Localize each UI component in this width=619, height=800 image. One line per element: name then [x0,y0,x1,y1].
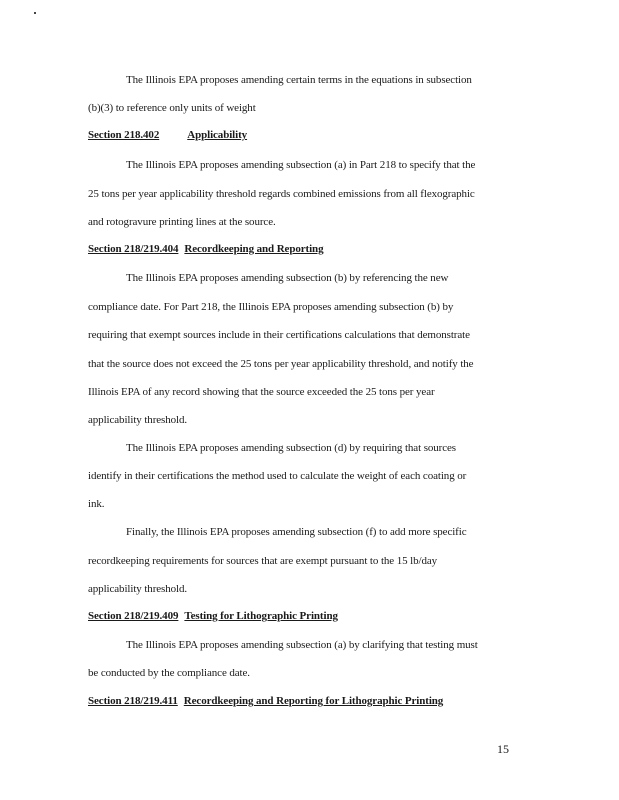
scan-artifact [34,12,36,14]
section-heading [88,128,528,142]
paragraph-line: be conducted by the compliance date. [88,667,250,679]
paragraph-line: applicability threshold. [88,583,188,595]
paragraph-line: recordkeeping requirements for sources that are exempt pursuant to the 15 lb/day [88,555,438,567]
section-heading [88,242,528,256]
paragraph-line: The Illinois EPA proposes amending subsection (a) by clarifying that testing must [126,639,478,651]
paragraph-line: The Illinois EPA proposes amending subsection (b) by referencing the new [126,272,449,284]
section-title: Recordkeeping and Reporting [184,243,324,255]
paragraph-line: (b)(3) to reference only units of weight [88,102,256,114]
page-number: 15 [497,742,509,756]
paragraph-line: and rotogravure printing lines at the source. [88,216,276,228]
paragraph-line: Illinois EPA of any record showing that the source exceeded the 25 tons per year [88,386,435,398]
section-heading [88,694,528,708]
section-number: Section 218/219.411 [88,695,178,707]
section-number: Section 218/219.404 [88,243,179,255]
paragraph-line: requiring that exempt sources include in their certifications calculations that demonstrate [88,329,470,341]
section-title: Testing for Lithographic Printing [184,610,338,622]
paragraph-line: The Illinois EPA proposes amending certain terms in the equations in subsection [126,74,472,86]
section-title: Recordkeeping and Reporting for Lithographic Printing [183,695,444,707]
section-number: Section 218/219.409 [88,610,179,622]
paragraph-line: The Illinois EPA proposes amending subsection (a) in Part 218 to specify that the [126,159,476,171]
paragraph-line: applicability threshold. [88,414,188,426]
paragraph-line: ink. [88,498,105,510]
paragraph-line: that the source does not exceed the 25 tons per year applicability threshold, and notify the [88,358,474,370]
section-number: Section 218.402 [88,129,160,141]
paragraph-line: 25 tons per year applicability threshold regards combined emissions from all flexographic [88,188,475,200]
section-heading [88,609,528,623]
section-title: Applicability [187,129,248,141]
paragraph-line: Finally, the Illinois EPA proposes amending subsection (f) to add more specific [126,526,467,538]
paragraph-line: The Illinois EPA proposes amending subsection (d) by requiring that sources [126,442,456,454]
paragraph-line: identify in their certifications the method used to calculate the weight of each coating or [88,470,467,482]
paragraph-line: compliance date. For Part 218, the Illinois EPA proposes amending subsection (b) by [88,301,454,313]
